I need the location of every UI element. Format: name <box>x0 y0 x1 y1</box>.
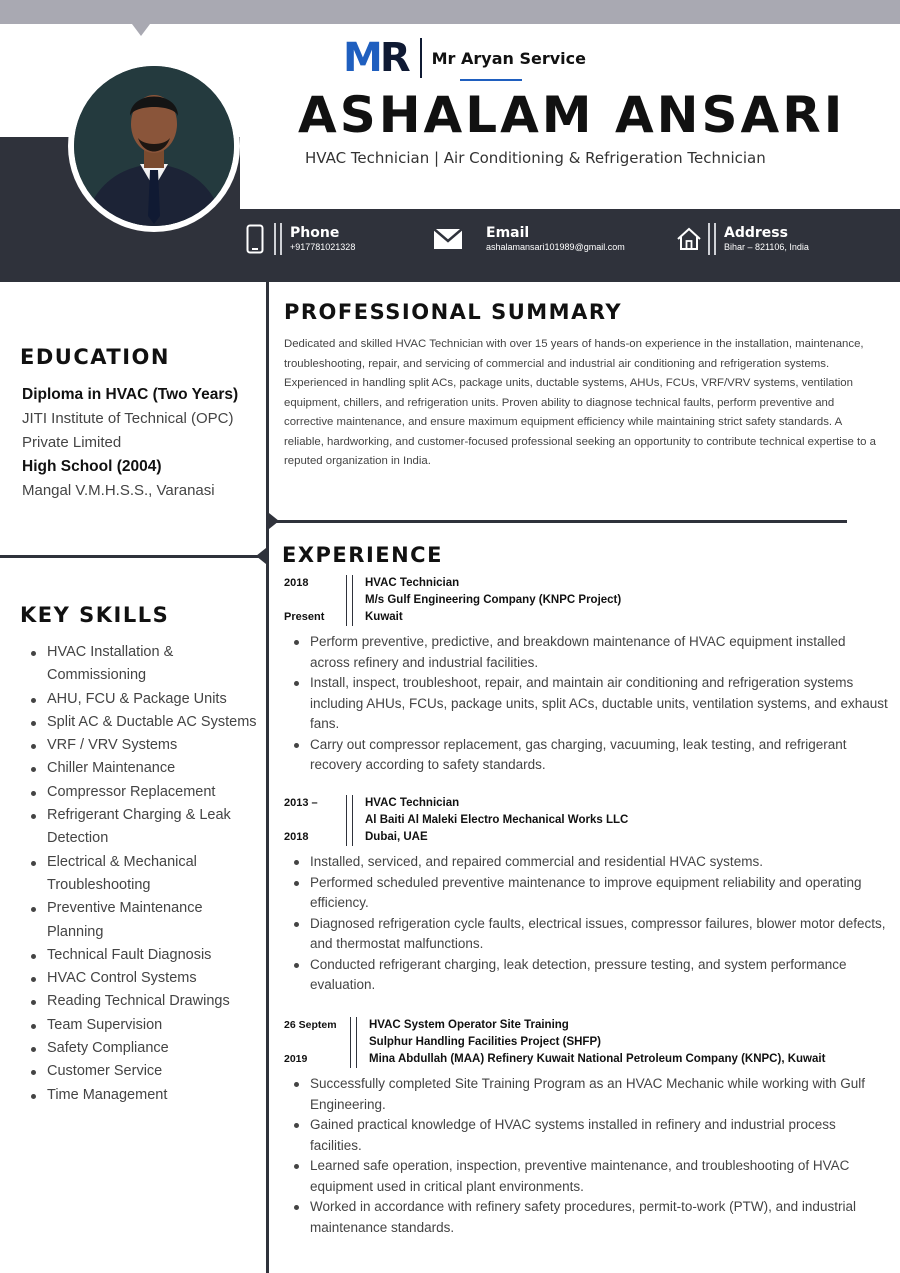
job-bullets <box>292 852 889 996</box>
skill-item: Preventive Maintenance Planning <box>28 897 260 944</box>
address-label: Address <box>724 225 788 241</box>
email-value[interactable]: ashalamansari101989@gmail.com <box>486 242 625 252</box>
job-bullet: Diagnosed refrigeration cycle faults, electrical issues, compressor failures, blower motor defects, and thermostat malfunctions. <box>292 914 889 955</box>
candidate-title: HVAC Technician | Air Conditioning & Refrigeration Technician <box>305 149 766 167</box>
job-bullet: Worked in accordance with refinery safety procedures, permit-to-work (PTW), and industrial maintenance standards. <box>292 1197 889 1238</box>
phone-label: Phone <box>290 225 340 241</box>
brand-name: Mr Aryan Service <box>431 48 586 68</box>
phone-value[interactable]: +917781021328 <box>290 242 356 252</box>
education-heading: EDUCATION <box>20 345 170 369</box>
job-bullet: Performed scheduled preventive maintenance to improve equipment reliability and operating efficiency. <box>292 873 889 914</box>
experience-entry <box>284 1017 889 1238</box>
skill-item: Electrical & Mechanical Troubleshooting <box>28 851 260 898</box>
phone-icon <box>242 222 268 256</box>
right-divider-arrow <box>269 513 279 529</box>
experience-entry <box>284 795 889 996</box>
top-accent-notch <box>132 24 150 36</box>
skill-item: Customer Service <box>28 1060 260 1083</box>
job-dates <box>284 795 346 846</box>
job-bullet: Perform preventive, predictive, and breakdown maintenance of HVAC equipment installed across refinery and industrial facilities. <box>292 632 889 673</box>
job-bullet: Learned safe operation, inspection, preventive maintenance, and troubleshooting of HVAC equipment used in critical plant environments. <box>292 1156 889 1197</box>
brand-logo-mark: MR <box>343 35 408 81</box>
skill-item: VRF / VRV Systems <box>28 734 260 757</box>
skill-item: Technical Fault Diagnosis <box>28 944 260 967</box>
education-list <box>22 383 264 503</box>
education-degree: Diploma in HVAC (Two Years) <box>22 386 239 403</box>
home-icon <box>676 222 702 256</box>
email-label: Email <box>486 225 530 241</box>
skill-item: HVAC Control Systems <box>28 967 260 990</box>
email-icon <box>432 222 464 256</box>
contact-spacer <box>470 223 478 255</box>
address-value: Bihar – 821106, India <box>724 242 809 252</box>
contact-phone[interactable] <box>242 222 355 256</box>
candidate-name: ASHALAM ANSARI <box>298 86 846 144</box>
job-company: Al Baiti Al Maleki Electro Mechanical Works LLC <box>365 814 629 826</box>
column-divider <box>266 282 269 1273</box>
job-separator <box>346 795 353 846</box>
skill-item: Time Management <box>28 1084 260 1107</box>
job-company: M/s Gulf Engineering Company (KNPC Project) <box>365 594 622 606</box>
skill-item: Reading Technical Drawings <box>28 990 260 1013</box>
contact-divider <box>274 223 282 255</box>
job-dates <box>284 575 346 626</box>
skill-item: Split AC & Ductable AC Systems <box>28 711 260 734</box>
left-section-divider <box>0 555 262 558</box>
skills-heading: KEY SKILLS <box>20 603 170 627</box>
job-company: Sulphur Handling Facilities Project (SHFP) <box>369 1036 601 1048</box>
skill-item: Team Supervision <box>28 1014 260 1037</box>
job-bullet: Installed, serviced, and repaired commercial and residential HVAC systems. <box>292 852 889 873</box>
job-separator <box>346 575 353 626</box>
job-bullet: Gained practical knowledge of HVAC systems installed in refinery and industrial process facilities. <box>292 1115 889 1156</box>
job-date-from: 2013 – <box>284 797 318 809</box>
skills-list <box>28 641 260 1107</box>
job-title: HVAC Technician <box>365 797 460 809</box>
job-title: HVAC Technician <box>365 577 460 589</box>
job-dates <box>284 1017 350 1068</box>
contact-divider <box>708 223 716 255</box>
job-date-to: Present <box>284 611 325 623</box>
education-institution: Mangal V.M.H.S.S., Varanasi <box>22 482 215 499</box>
contact-address <box>676 222 809 256</box>
skill-item: Chiller Maintenance <box>28 757 260 780</box>
brand-logo-divider <box>420 38 422 78</box>
summary-text: Dedicated and skilled HVAC Technician with over 15 years of hands-on experience in the installation, maintenance, troubleshooting, repair, and servicing of commercial and industrial air conditioning and refrigeration systems. Experienced in handling split ACs, package units, ductable systems, AHUs, FCUs, VRF/VRV systems, ventilation equipment, chillers, and refrigeration units. Proven ability to diagnose technical faults, perform preventive and corrective maintenance, and ensure maximum equipment efficiency while maintaining strict safety standards. A reliable, hardworking, and customer-focused professional seeking an opportunity to contribute technical expertise to a reputed organization in India. <box>284 338 877 467</box>
job-date-from: 26 Septem <box>284 1019 337 1031</box>
job-title: HVAC System Operator Site Training <box>369 1019 569 1031</box>
right-section-divider <box>272 520 847 523</box>
summary-heading: PROFESSIONAL SUMMARY <box>284 300 623 324</box>
top-accent-bar <box>0 0 900 24</box>
contact-email[interactable] <box>432 222 625 256</box>
experience-heading: EXPERIENCE <box>282 543 443 567</box>
job-bullets <box>292 1074 889 1238</box>
job-date-to: 2018 <box>284 831 309 843</box>
experience-entry <box>284 575 889 776</box>
job-location: Dubai, UAE <box>365 831 428 843</box>
job-location: Mina Abdullah (MAA) Refinery Kuwait National Petroleum Company (KNPC), Kuwait <box>369 1053 826 1065</box>
education-institution: JITI Institute of Technical (OPC) Private Limited <box>22 410 234 451</box>
job-date-from: 2018 <box>284 577 309 589</box>
profile-photo <box>74 66 234 226</box>
job-bullet: Conducted refrigerant charging, leak detection, pressure testing, and system performance evaluation. <box>292 955 889 996</box>
left-divider-arrow <box>256 548 266 564</box>
job-bullets <box>292 632 889 776</box>
job-location: Kuwait <box>365 611 403 623</box>
job-separator <box>350 1017 357 1068</box>
job-date-to: 2019 <box>284 1053 308 1065</box>
job-bullet: Carry out compressor replacement, gas charging, vacuuming, leak testing, and refrigerant recovery according to safety standards. <box>292 735 889 776</box>
skill-item: AHU, FCU & Package Units <box>28 688 260 711</box>
skill-item: Refrigerant Charging & Leak Detection <box>28 804 260 851</box>
job-bullet: Successfully completed Site Training Program as an HVAC Mechanic while working with Gulf Engineering. <box>292 1074 889 1115</box>
skill-item: Safety Compliance <box>28 1037 260 1060</box>
skill-item: HVAC Installation & Commissioning <box>28 641 260 688</box>
skill-item: Compressor Replacement <box>28 781 260 804</box>
job-bullet: Install, inspect, troubleshoot, repair, and maintain air conditioning and refrigeration systems including AHUs, FCUs, package units, split ACs, ductable units, ventilation systems, and exhaust fans. <box>292 673 889 735</box>
education-degree: High School (2004) <box>22 458 162 475</box>
brand-logo <box>343 35 586 81</box>
